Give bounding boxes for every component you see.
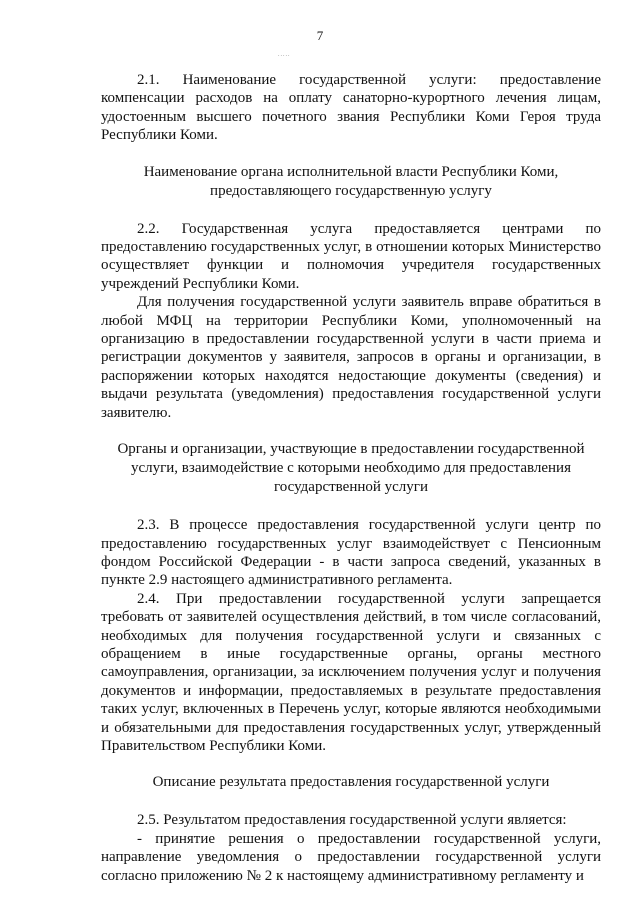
paragraph-2-5-item: - принятие решения о предоставлении государственной услуги, направление уведомления о предоставлении государственной услуги согласно приложению № 2 к настоящему административному регламенту и xyxy=(101,830,601,884)
paragraph-2-5: 2.5. Результатом предоставления государственной услуги является: xyxy=(137,812,567,829)
paragraph-2-2-mfc: Для получения государственной услуги заявитель вправе обратиться в любой МФЦ на территории Республики Коми, уполномоченный на организацию в предоставлении государственной услуги в части приема и регистрации документов у заявителя, запросов в органы и организации, в распоряжении которых находятся недостающие документы (сведения) и выдачи результата (уведомления) предоставления государственной услуги заявителю. xyxy=(101,294,601,421)
heading-authority: Наименование органа исполнительной власти Республики Коми, предоставляющего государственную услугу xyxy=(143,163,559,199)
scan-artifact-dots: ..... xyxy=(278,52,291,58)
document-body xyxy=(101,71,601,885)
heading-participating-bodies: Органы и организации, участвующие в предоставлении государственной услуги, взаимодействие с которыми необходимо для предоставления государственной услуги xyxy=(117,441,585,496)
paragraph-2-3: 2.3. В процессе предоставления государственной услуги центр по предоставлению государственных услуг взаимодействует с Пенсионным фондом Российской Федерации - в части запроса сведений, указанных в пункте 2.9 настоящего административного регламента. xyxy=(101,517,601,589)
paragraph-2-4: 2.4. При предоставлении государственной услуги запрещается требовать от заявителей осуществления действий, в том числе согласований, необходимых для получения государственной услуги и связанных с обращением в иные государственные органы, органы местного самоуправления, организации, за исключением получения услуг и получения документов и информации, предоставляемых в результате предоставления таких услуг, включенных в Перечень услуг, которые являются необходимыми и обязательными для предоставления государственных услуг, утвержденный Правительством Республики Коми. xyxy=(101,590,601,754)
page-number: 7 xyxy=(316,28,324,43)
heading-result: Описание результата предоставления государственной услуги xyxy=(152,774,550,791)
paragraph-2-1: 2.1. Наименование государственной услуги: предоставление компенсации расходов на оплату санаторно-курортного лечения лицам, удостоенным высшего почетного звания Республики Коми Героя труда Республики Коми. xyxy=(101,72,601,144)
paragraph-2-2: 2.2. Государственная услуга предоставляется центрами по предоставлению государственных услуг, в отношении которых Министерство осуществляет функции и полномочия учредителя государственных учреждений Республики Коми. xyxy=(101,220,601,292)
